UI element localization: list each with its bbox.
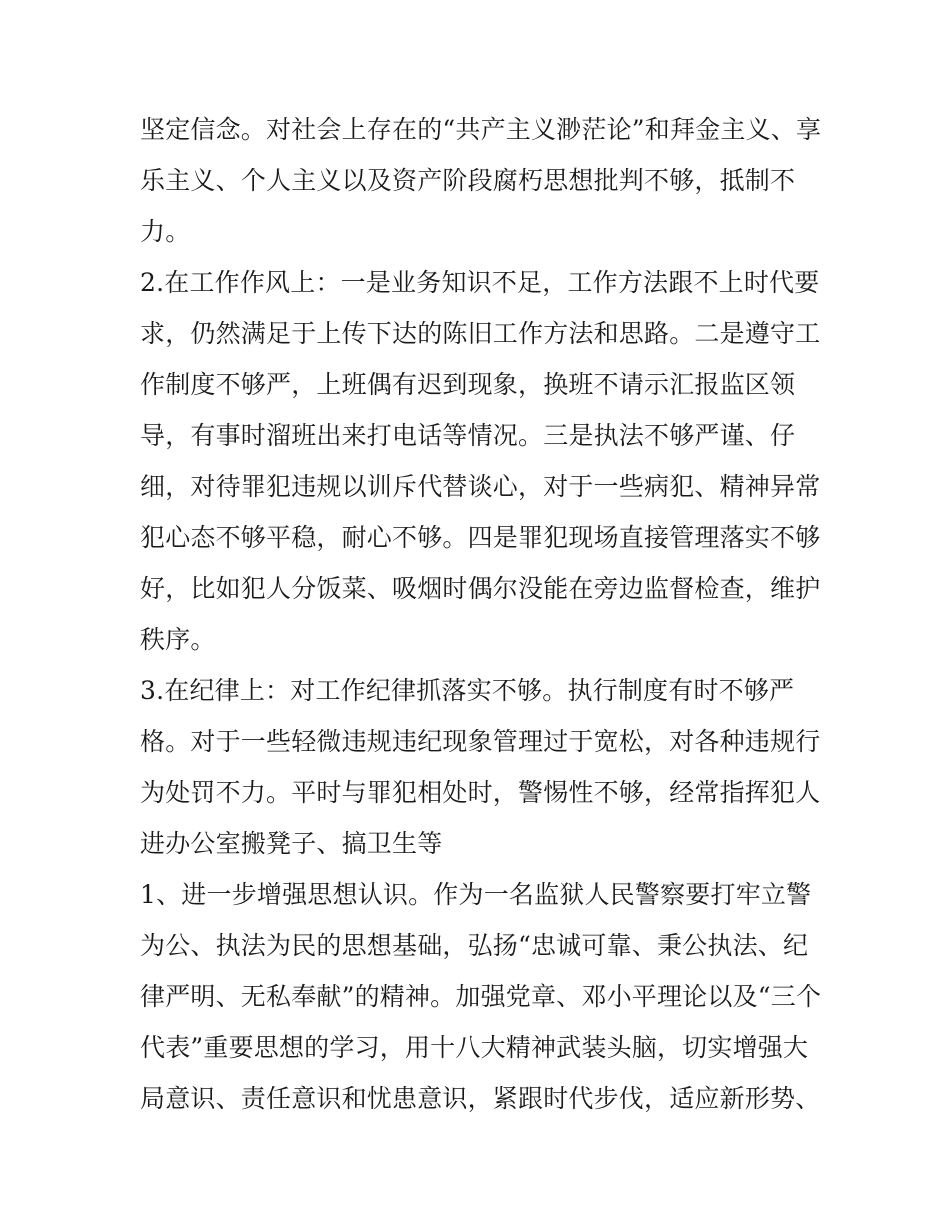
text-line: 乐主义、个人主义以及资产阶段腐朽思想批判不够，抵制不 [140,166,796,195]
text-line: 犯心态不够平稳，耐心不够。四是罪犯现场直接管理落实不够 [140,523,821,552]
text-line: 作制度不够严，上班偶有迟到现象，换班不请示汇报监区领 [140,370,796,399]
text-line: 局意识、责任意识和忧患意识，紧跟时代步伐，适应新形势、 [140,1084,821,1113]
text-line: 3.在纪律上：对工作纪律抓落实不够。执行制度有时不够严 [140,676,795,705]
text-line: 为处罚不力。平时与罪犯相处时，警惕性不够，经常指挥犯人 [140,778,821,807]
text-line: 律严明、无私奉献”的精神。加强党章、邓小平理论以及“三个 [140,982,822,1011]
text-line: 2.在工作作风上：一是业务知识不足，工作方法跟不上时代要 [140,268,820,297]
document-body [140,108,820,1128]
text-line: 力。 [140,217,191,246]
text-line: 进办公室搬凳子、搞卫生等 [140,829,443,858]
text-line: 导，有事时溜班出来打电话等情况。三是执法不够严谨、仔 [140,421,796,450]
text-line: 求，仍然满足于上传下达的陈旧工作方法和思路。二是遵守工 [140,319,821,348]
text-line: 格。对于一些轻微违规违纪现象管理过于宽松，对各种违规行 [140,727,821,756]
text-line: 秩序。 [140,625,216,654]
text-line: 好，比如犯人分饭菜、吸烟时偶尔没能在旁边监督检查，维护 [140,574,821,603]
text-line: 细，对待罪犯违规以训斥代替谈心，对于一些病犯、精神异常 [140,472,821,501]
text-line: 为公、执法为民的思想基础，弘扬“忠诚可靠、秉公执法、纪 [140,931,809,960]
text-line: 代表”重要思想的学习，用十八大精神武装头脑，切实增强大 [140,1033,809,1062]
text-line: 坚定信念。对社会上存在的“共产主义渺茫论”和拜金主义、享 [140,115,822,144]
text-line: 1、进一步增强思想认识。作为一名监狱人民警察要打牢立警 [140,880,812,909]
